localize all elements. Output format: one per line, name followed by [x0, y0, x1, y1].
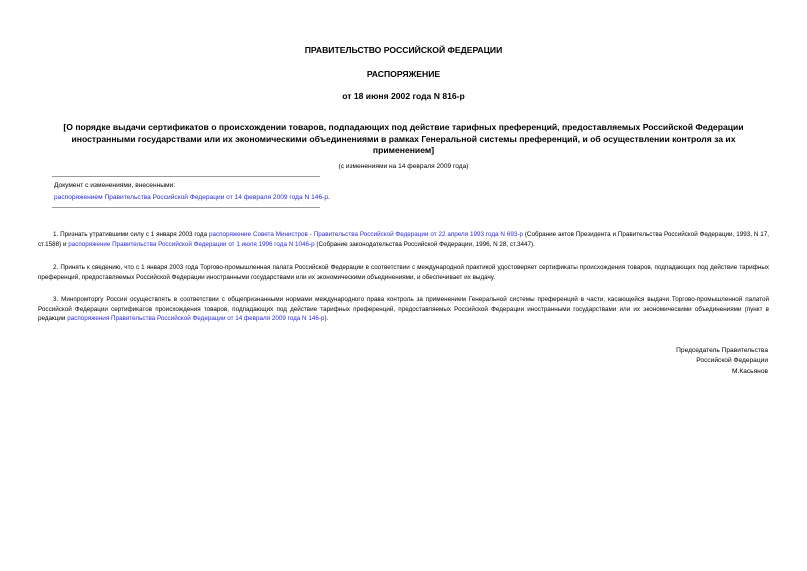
signature-country: Российской Федерации — [696, 357, 768, 365]
signature-name: М.Касьянов — [732, 367, 768, 375]
date-number-heading: от 18 июня 2002 года N 816-р — [342, 91, 465, 101]
paragraph-2-text: 2. Принять к сведению, что с 1 января 2003 года Торгово-промышленная палата Российской Федерации в соответствии с международной практикой удостоверяет сертификаты происхождения товаров, подпадающих под действие тарифных преференций, предоставляемых Российской Федерации иностранными государствами или их экономическими объединениями, и обеспечивает их выдачу. — [38, 264, 769, 281]
paragraph-3-suffix: ). — [324, 315, 329, 322]
paragraph-1-suffix: (Собрание законодательства Российской Федерации, 1996, N 28, ст.3447). — [314, 240, 535, 248]
document-type-heading: РАСПОРЯЖЕНИЕ — [366, 69, 441, 79]
paragraph-3-link[interactable]: распоряжения Правительства Российской Федерации от 14 февраля 2009 года N 146-р — [67, 315, 325, 322]
paragraph-1-mid: (Собрание актов Президента и Правительства Российской Федерации, 1993, N 17, ст.1588) и — [38, 231, 770, 248]
changes-bottom-divider — [52, 207, 320, 208]
changes-link-suffix: . — [328, 194, 330, 201]
paragraph-3 — [38, 295, 769, 324]
paragraph-1-prefix: 1. Признать утратившими силу с 1 января 2003 года — [53, 231, 209, 238]
paragraph-1-link-2[interactable]: распоряжение Правительства Российской Федерации от 1 июля 1996 года N 1046-р — [68, 240, 315, 248]
changes-link[interactable]: распоряжением Правительства Российской Федерации от 14 февраля 2009 года N 146-р — [54, 194, 328, 201]
paragraph-1 — [38, 230, 769, 249]
amended-note: (с изменениями на 14 февраля 2009 года) — [338, 163, 469, 170]
signature-position: Председатель Правительства — [676, 347, 768, 354]
changes-label: Документ с изменениями, внесенными: — [54, 182, 176, 189]
government-heading: ПРАВИТЕЛЬСТВО РОССИЙСКОЙ ФЕДЕРАЦИИ — [304, 45, 503, 55]
changes-reference — [54, 193, 330, 202]
paragraph-1-link-1[interactable]: распоряжение Совета Министров - Правительства Российской Федерации от 22 апреля 1993 года N 693-р — [208, 231, 523, 238]
paragraph-2 — [38, 263, 769, 282]
signature-block — [568, 346, 768, 377]
paragraph-3-prefix: 3. Минпромторгу России осуществлять в соответствии с общепризнанными нормами международного права контроль за применением Генеральной системы преференций в части, касающейся выдачи Торгово-промышленной палатой Российской Федерации сертификатов происхождения товаров, подпадающих под действие тарифных преференций, предоставляемых Российской Федерации иностранными государствами или их экономическими объединениями (пункт в редакции — [38, 296, 769, 322]
document-title: [О порядке выдачи сертификатов о происхождении товаров, подпадающих под действие тарифных преференций, предоставляемых Российской Федерации иностранными государствами или их экономическими объединениями в рамках Генеральной системы преференций, и об осуществлении контроля за их применением] — [63, 122, 744, 155]
changes-top-divider — [52, 176, 320, 177]
